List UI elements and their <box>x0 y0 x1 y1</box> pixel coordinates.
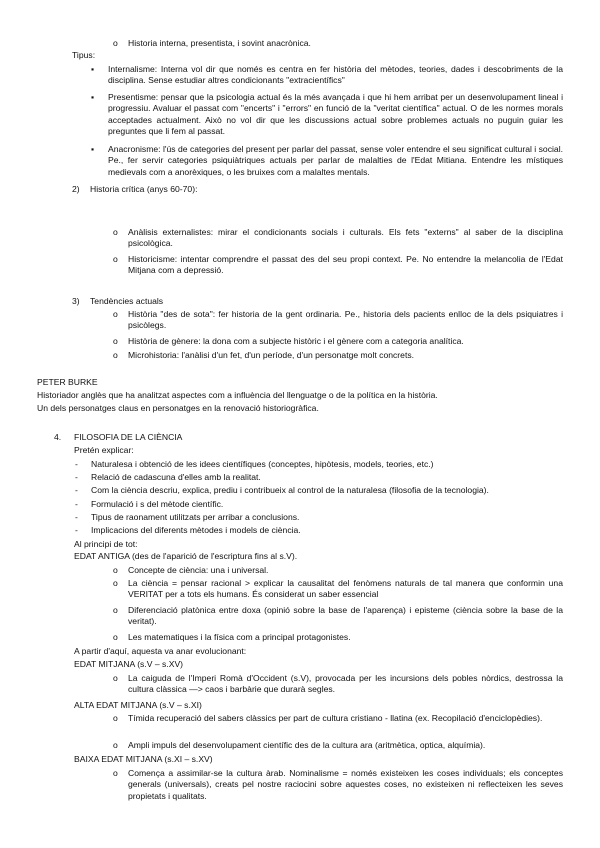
section-number: 4. <box>54 432 62 442</box>
peter-burke-text: Historiador anglès que ha analitzat aspectes com a influència del llenguatge o de la política en la història. <box>37 390 438 400</box>
list-item: Història "des de sota": fer historia de la gent ordinaria. Pe., historia dels pacients enlloc de la dels psiquiatres i psicòlegs. <box>128 309 563 331</box>
dash-bullet: - <box>75 472 78 482</box>
list-item: La ciència = pensar racional > explicar la causalitat del fenòmens naturals de tal manera que conformin una VERITAT per a tots els humans. És considerat un saber essencial <box>128 578 563 600</box>
tipus-anacronisme: Anacronisme: l'ús de categories del present per parlar del passat, sense voler entendre el seu significat cultural i social. Pe., fer servir categories psiquiàtriques actuals per parlar de malalties de l'Edat Mitiana. Entendre les místiques medievals com a anorèxiques, o les bruixes com a malaltes mentals. <box>108 144 563 177</box>
circle-bullet: o <box>113 713 118 723</box>
list-item: Diferenciació platònica entre doxa (opinió sobre la base de l'aparença) i episteme (ciència sobre la base de la veritat). <box>128 605 563 627</box>
tipus-internalisme: Internalisme: Interna vol dir que només es centra en fer història del mètodes, teories, dades i descobriments de la disciplina. Sense estudiar altres condicionants "extracientífics" <box>108 64 563 86</box>
square-bullet: ▪ <box>91 64 95 74</box>
circle-bullet: o <box>113 632 118 642</box>
evolution-label: A partir d'aquí, aquesta va anar evolucionant: <box>74 646 247 656</box>
dash-bullet: - <box>75 525 78 535</box>
list-item: Historia interna, presentista, i sovint anacrònica. <box>128 38 311 48</box>
circle-bullet: o <box>113 336 118 346</box>
era-heading: EDAT MITJANA (s.V – s.XV) <box>74 659 184 669</box>
section-number: 3) <box>72 296 80 306</box>
list-item: Historicisme: intentar comprendre el passat des del seu propi context. Pe. No entendre la melancolia de l'Edat Mitjana com a depressió. <box>128 254 563 276</box>
list-item: Història de gènere: la dona com a subjecte històric i el gènere com a categoria analítica. <box>128 336 464 346</box>
tipus-label: Tipus: <box>72 50 96 60</box>
circle-bullet: o <box>113 673 118 683</box>
circle-bullet: o <box>113 605 118 615</box>
preten-label: Pretén explicar: <box>74 445 134 455</box>
circle-bullet: o <box>113 38 118 48</box>
list-item: Implicacions del diferents mètodes i models de ciència. <box>91 525 301 535</box>
list-item: Tímida recuperació del sabers clàssics per part de cultura cristiano - llatina (ex. Recopilació d'enciclopèdies). <box>128 713 543 723</box>
list-item: Ampli impuls del desenvolupament científic des de la cultura ara (aritmètica, optica, alquímia). <box>128 740 486 750</box>
square-bullet: ▪ <box>91 92 95 102</box>
al-principi-label: Al principi de tot: <box>74 539 138 549</box>
circle-bullet: o <box>113 740 118 750</box>
dash-bullet: - <box>75 499 78 509</box>
circle-bullet: o <box>113 768 118 778</box>
square-bullet: ▪ <box>91 144 95 154</box>
list-item: Naturalesa i obtenció de les idees científiques (conceptes, hipòtesis, models, teories, etc.) <box>91 459 434 469</box>
dash-bullet: - <box>75 485 78 495</box>
list-item: La caiguda de l'Imperi Romà d'Occident (s.V), provocada per les incursions dels pobles nòrdics, destrossa la cultura clàssica —> caos i barbàrie que durarà segles. <box>128 673 563 695</box>
list-item: Les matematiques i la física com a principal protagonistes. <box>128 632 351 642</box>
circle-bullet: o <box>113 254 118 264</box>
peter-burke-title: PETER BURKE <box>37 377 98 387</box>
circle-bullet: o <box>113 227 118 237</box>
section-title: Historia crítica (anys 60-70): <box>90 184 198 194</box>
list-item: Formulació i s del mètode científic. <box>91 499 224 509</box>
section-number: 2) <box>72 184 80 194</box>
list-item: Concepte de ciència: una i universal. <box>128 565 269 575</box>
dash-bullet: - <box>75 512 78 522</box>
tipus-presentisme: Presentisme: pensar que la psicologia actual és la més avançada i que hi hem arribat per un desenvolupament lineal i progressiu. Avaluar el passat com "encerts" i "errors" en funció de la "veritat científica" actual. O de les normes morals acceptades actualment. Això no vol dir que les discussions actual sobre problemes actuals no puguin guiar les preguntes que li fem al passat. <box>108 92 563 137</box>
list-item: Relació de cadascuna d'elles amb la realitat. <box>91 472 261 482</box>
peter-burke-text: Un dels personatges claus en personatges en la renovació historiogràfica. <box>37 403 319 413</box>
section-title: FILOSOFIA DE LA CIÈNCIA <box>74 432 183 442</box>
list-item: Anàlisis externalistes: mirar el condicionants socials i culturals. Els fets "externs" al saber de la disciplina psicològica. <box>128 227 563 249</box>
era-heading: ALTA EDAT MITJANA (s.V – s.XI) <box>74 700 202 710</box>
section-title: Tendències actuals <box>90 296 164 306</box>
circle-bullet: o <box>113 578 118 588</box>
circle-bullet: o <box>113 309 118 319</box>
era-heading: BAIXA EDAT MITJANA (s.XI – s.XV) <box>74 754 213 764</box>
list-item: Microhistoria: l'anàlisi d'un fet, d'un període, d'un personatge molt concrets. <box>128 350 415 360</box>
circle-bullet: o <box>113 565 118 575</box>
list-item: Comença a assimilar-se la cultura àrab. Nominalisme = només existeixen les coses individuals; els conceptes generals (universals), creats pel nostre raciocini sobre aquestes coses, no existeixen ni reflecteixen les seves propietats i qualitats. <box>128 768 563 801</box>
circle-bullet: o <box>113 350 118 360</box>
era-heading: EDAT ANTIGA (des de l'aparició de l'escriptura fins al s.V). <box>74 551 298 561</box>
list-item: Com la ciència descriu, explica, prediu i contribueix al control de la naturalesa (filosofia de la tecnologia). <box>91 485 489 495</box>
dash-bullet: - <box>75 459 78 469</box>
list-item: Tipus de raonament utilitzats per arribar a conclusions. <box>91 512 300 522</box>
